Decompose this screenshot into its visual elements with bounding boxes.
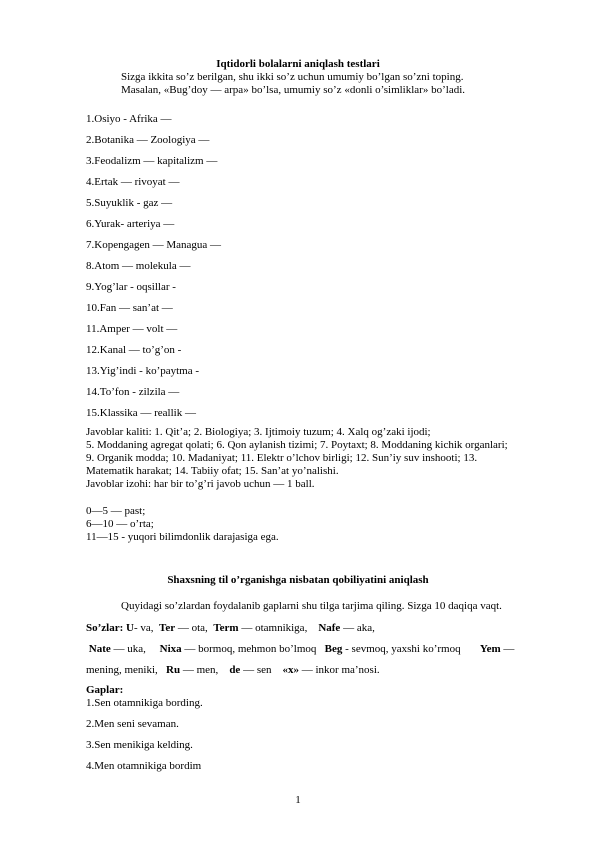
- vocab-word: Nafe: [318, 622, 341, 634]
- sentence-item: 2.Men seni sevaman.: [86, 718, 179, 730]
- vocab-line: [86, 664, 380, 677]
- test-item: 15.Klassika — reallik —: [86, 407, 196, 419]
- vocab-meaning: — ota,: [177, 622, 208, 634]
- vocab-meaning: — uka,: [113, 643, 146, 655]
- vocab-meaning: —: [503, 643, 515, 655]
- sentence-item: 3.Sen menikiga kelding.: [86, 739, 193, 751]
- test-item: 2.Botanika — Zoologiya —: [86, 134, 210, 146]
- page-number: 1: [295, 794, 301, 806]
- answer-key-line: 5. Moddaning agregat qolati; 6. Qon aylanish tizimi; 7. Poytaxt; 8. Moddaning kichik organlari;: [86, 439, 508, 451]
- test-item: 8.Atom — molekula —: [86, 260, 191, 272]
- vocab-word: Beg: [324, 643, 343, 655]
- answer-key-line: Javoblar kaliti: 1. Qit’a; 2. Biologiya; 3. Ijtimoiy tuzum; 4. Xalq og’zaki ijodi;: [86, 426, 431, 438]
- vocab-meaning: — inkor ma’nosi.: [301, 664, 380, 676]
- test-item: 4.Ertak — rivoyat —: [86, 176, 180, 188]
- vocab-meaning: mening, meniki,: [86, 664, 158, 676]
- test-item: 5.Suyuklik - gaz —: [86, 197, 173, 209]
- vocab-word: de: [229, 664, 241, 676]
- scoring-line: 6—10 — o’rta;: [86, 518, 154, 530]
- vocab-meaning: — otamnikiga,: [241, 622, 308, 634]
- test-item: 10.Fan — san’at —: [86, 302, 173, 314]
- test-item: 14.To’fon - zilzila —: [86, 386, 180, 398]
- section-title-gifted-tests: Iqtidorli bolalarni aniqlash testlari: [216, 58, 380, 70]
- vocab-word: Nate: [88, 643, 111, 655]
- scoring-line: 0—5 — past;: [86, 505, 146, 517]
- vocab-line: [86, 622, 375, 635]
- vocab-word: Term: [213, 622, 239, 634]
- sentence-item: 4.Men otamnikiga bordim: [86, 760, 202, 772]
- section-title-language-ability: Shaxsning til o’rganishga nisbatan qobiliyatini aniqlash: [167, 574, 429, 586]
- vocab-word: Nixa: [159, 643, 182, 655]
- vocab-meaning: — sen: [243, 664, 272, 676]
- test-item: 9.Yog’lar - oqsillar -: [86, 281, 176, 293]
- test-item: 6.Yurak- arteriya —: [86, 218, 175, 230]
- vocab-word: «x»: [282, 664, 299, 676]
- test-item: 7.Kopengagen — Managua —: [86, 239, 222, 251]
- vocab-meaning: — aka,: [343, 622, 375, 634]
- scoring-line: 11—15 - yuqori bilimdonlik darajasiga ega.: [86, 531, 279, 543]
- sentence-item: 1.Sen otamnikiga bording.: [86, 697, 203, 709]
- test-item: 1.Osiyo - Afrika —: [86, 113, 172, 125]
- vocab-meaning: - sevmoq, yaxshi ko’rmoq: [345, 643, 461, 655]
- intro-line: Masalan, «Bug’doy — arpa» bo’lsa, umumiy so’z «donli o’simliklar» bo’ladi.: [121, 84, 466, 96]
- answer-key-line: 9. Organik modda; 10. Madaniyat; 11. Elektr o’lchov birligi; 12. Sun’iy suv inshooti; 13.: [86, 452, 478, 464]
- sentences-label: [86, 684, 123, 697]
- vocab-meaning: — bormoq, mehmon bo’lmoq: [184, 643, 317, 655]
- answer-key-line: Matematik harakat; 14. Tabiiy ofat; 15. San’at yo’nalishi.: [86, 465, 339, 477]
- sentences-label-text: Gaplar:: [86, 684, 124, 696]
- vocab-word: Yem: [479, 643, 501, 655]
- vocab-word: Ter: [159, 622, 176, 634]
- vocab-meaning: — men,: [182, 664, 219, 676]
- intro-line: Sizga ikkita so’z berilgan, shu ikki so’z uchun umumiy bo’lgan so’zni toping.: [121, 71, 464, 83]
- vocab-line: [86, 643, 514, 656]
- vocab-meaning: - va,: [133, 622, 154, 634]
- instruction-text: Quyidagi so’zlardan foydalanib gaplarni shu tilga tarjima qiling. Sizga 10 daqiqa vaqt.: [121, 600, 502, 612]
- test-item: 12.Kanal — to’g’on -: [86, 344, 182, 356]
- test-item: 3.Feodalizm — kapitalizm —: [86, 155, 218, 167]
- answer-explanation: Javoblar izohi: har bir to’g’ri javob uchun — 1 ball.: [86, 478, 315, 490]
- vocab-word: U: [126, 622, 134, 634]
- vocab-label: So’zlar:: [86, 622, 124, 634]
- vocab-word: Ru: [166, 664, 181, 676]
- test-item: 13.Yig’indi - ko’paytma -: [86, 365, 200, 377]
- test-item: 11.Amper — volt —: [86, 323, 178, 335]
